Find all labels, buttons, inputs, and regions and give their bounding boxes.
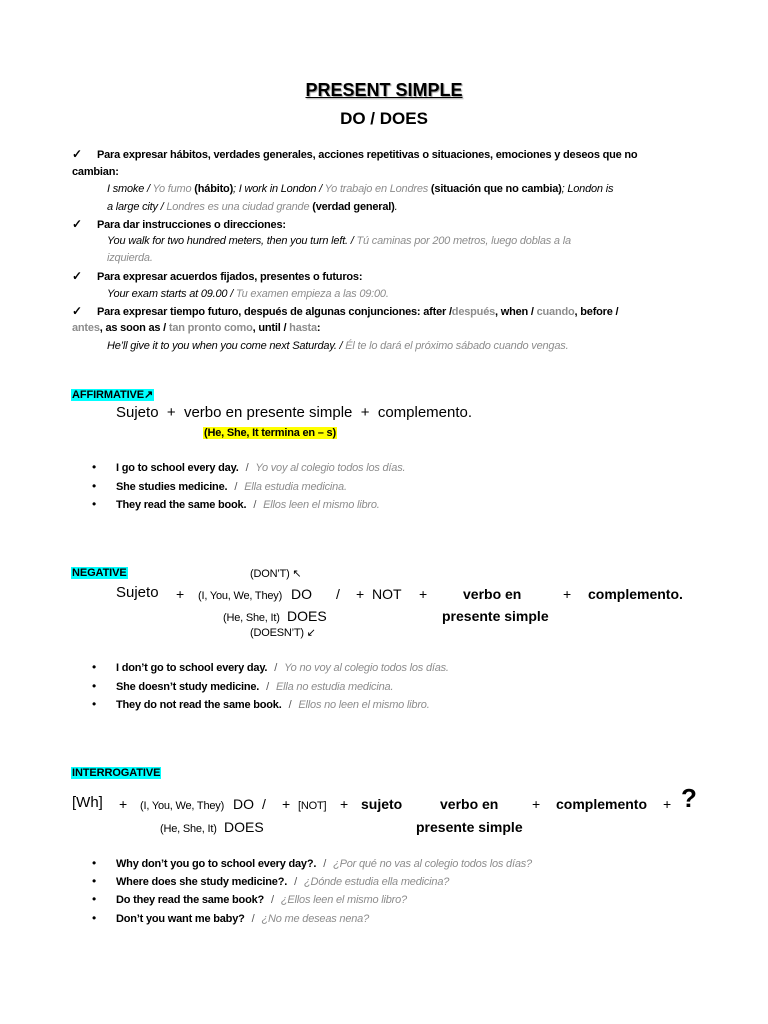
bullet-icon — [92, 496, 116, 513]
example-english: She doesn’t study medicine. — [116, 681, 260, 693]
plus-sign: + — [356, 586, 365, 602]
use-4-heading-text: : — [316, 322, 321, 334]
checkmark-icon — [72, 268, 97, 285]
example-english: They do not read the same book. — [116, 699, 282, 711]
example-spanish: Londres es una ciudad grande — [166, 201, 310, 213]
question-mark: ? — [681, 783, 697, 813]
list-item — [92, 659, 449, 676]
example-english: a large city / — [107, 201, 167, 213]
example-spanish: Ellos leen el mismo libro. — [263, 499, 380, 511]
use-2-heading-line-1: Para dar instrucciones o direcciones: — [97, 219, 286, 231]
checkmark-icon — [72, 216, 97, 233]
conjunction-spanish: después — [451, 306, 496, 318]
plus-sign: + — [282, 796, 291, 812]
list-item — [92, 478, 347, 495]
example-spanish: ¿Ellos leen el mismo libro? — [280, 894, 407, 906]
affirmative-section-label — [71, 387, 154, 403]
separator: / — [251, 913, 255, 925]
pronouns-plural: (I, You, We, They) — [198, 590, 283, 602]
page-title — [0, 79, 768, 101]
example-english: Don’t you want me baby? — [116, 913, 245, 925]
example-spanish: Ella no estudia medicina. — [276, 681, 394, 693]
example-spanish: ¿No me deseas nena? — [261, 913, 369, 925]
negative-subject: Sujeto — [116, 584, 159, 601]
example-spanish: Yo voy al colegio todos los días. — [255, 462, 406, 474]
example-explanation: (hábito) — [191, 183, 234, 195]
separator: / — [245, 462, 249, 474]
slash: / — [262, 796, 266, 812]
arrow-up-right-icon: ↗ — [144, 389, 154, 401]
bullet-icon — [92, 696, 116, 713]
use-3-heading — [72, 268, 362, 285]
example-english: ; London is — [561, 183, 614, 195]
use-2-heading — [72, 216, 286, 233]
example-english: Where does she study medicine?. — [116, 876, 288, 888]
example-spanish: ¿Por qué no vas al colegio todos los días? — [333, 858, 532, 870]
example-english: ; I work in London / — [233, 183, 325, 195]
example-english: She studies medicine. — [116, 481, 228, 493]
verb-label-2: presente simple — [416, 819, 523, 835]
list-item — [92, 891, 407, 908]
example-explanation: (verdad general) — [309, 201, 395, 213]
separator: / — [294, 876, 297, 888]
verb-label: verbo en — [463, 586, 522, 602]
verb-label: verbo en — [440, 796, 499, 812]
list-item — [92, 496, 380, 513]
use-4-heading-text: , until / — [252, 322, 290, 334]
dont-label: (DON’T) — [250, 568, 290, 580]
checkmark-icon — [72, 303, 97, 320]
plus-sign: + — [563, 586, 572, 602]
plus-sign: + — [419, 586, 428, 602]
separator: / — [253, 499, 257, 511]
pronouns-singular: (He, She, It) — [160, 823, 217, 835]
list-item — [92, 678, 393, 695]
use-3-heading-line-1: Para expresar acuerdos fijados, presentes o futuros: — [97, 271, 363, 283]
affirmative-label-text: AFFIRMATIVE — [72, 389, 145, 401]
example-english: You walk for two hundred meters, then you turn left. / — [107, 235, 357, 247]
plus-sign: + — [340, 796, 349, 812]
wh-word: [Wh] — [72, 794, 103, 811]
list-item — [92, 696, 430, 713]
example-spanish: Ella estudia medicina. — [244, 481, 347, 493]
use-2-example-line-1 — [107, 233, 571, 249]
plus-sign: + — [119, 796, 128, 812]
plus-sign: + — [176, 586, 185, 602]
separator: / — [266, 681, 269, 693]
bullet-icon — [92, 891, 116, 908]
use-1-heading-line-2: cambian: — [72, 166, 119, 178]
use-1-example-line-1 — [107, 181, 613, 197]
example-english: They read the same book. — [116, 499, 247, 511]
not-word: NOT — [372, 586, 402, 602]
example-english: Do they read the same book? — [116, 894, 265, 906]
doesnt-label: (DOESN’T) — [250, 627, 304, 639]
interrogative-label: INTERROGATIVE — [72, 767, 161, 779]
example-spanish: Tu examen empieza a las 09:00. — [235, 288, 389, 300]
conjunction-spanish: tan pronto como — [168, 322, 253, 334]
example-spanish: Yo no voy al colegio todos los días. — [284, 662, 449, 674]
plus-sign: + — [663, 796, 672, 812]
auxiliary-does: DOES — [224, 819, 264, 835]
example-english: I go to school every day. — [116, 462, 239, 474]
example-spanish: Yo trabajo en Londres — [324, 183, 429, 195]
use-2-example-line-2: izquierda. — [107, 252, 153, 264]
example-spanish: Ellos no leen el mismo libro. — [298, 699, 430, 711]
arrow-up-left-icon: ↖ — [292, 568, 302, 580]
example-spanish: Él te lo dará el próximo sábado cuando vengas. — [345, 340, 569, 352]
list-item — [92, 855, 532, 872]
example-spanish: ¿Dónde estudia ella medicina? — [303, 876, 450, 888]
not-word: [NOT] — [298, 800, 327, 812]
complement-label: complemento. — [588, 586, 683, 602]
conjunction-spanish: cuando — [536, 306, 575, 318]
page-title-text: PRESENT SIMPLE — [305, 80, 463, 100]
use-4-heading-text: , before / — [574, 306, 619, 318]
interrogative-section-label — [71, 765, 161, 781]
example-spanish: Yo fumo — [152, 183, 192, 195]
conjunction-spanish: hasta — [289, 322, 317, 334]
affirmative-note: (He, She, It termina en – s) — [204, 427, 336, 439]
auxiliary-does: DOES — [287, 608, 327, 624]
list-item — [92, 459, 405, 476]
example-english: Why don’t you go to school every day?. — [116, 858, 317, 870]
use-4-example-line-1 — [107, 338, 568, 354]
arrow-down-left-icon: ↙ — [306, 627, 316, 639]
use-1-example-line-2 — [107, 199, 397, 215]
use-1-heading-line-1: Para expresar hábitos, verdades generales, acciones repetitivas o situaciones, emociones y deseos que no — [97, 149, 638, 161]
slash: / — [336, 586, 340, 602]
negative-label: NEGATIVE — [72, 567, 127, 579]
checkmark-icon — [72, 146, 97, 163]
bullet-icon — [92, 659, 116, 676]
use-4-heading-line-2 — [72, 320, 320, 336]
separator: / — [274, 662, 278, 674]
pronouns-singular: (He, She, It) — [223, 612, 280, 624]
use-4-heading-text: , when / — [495, 306, 537, 318]
auxiliary-do: DO — [233, 796, 254, 812]
dont-contraction — [250, 566, 301, 582]
verb-label-2: presente simple — [442, 608, 549, 624]
use-4-heading-text: , as soon as / — [99, 322, 169, 334]
bullet-icon — [92, 678, 116, 695]
list-item — [92, 910, 369, 927]
auxiliary-do: DO — [291, 586, 312, 602]
subject-label: sujeto — [361, 796, 403, 812]
affirmative-label — [71, 389, 154, 401]
page-subtitle: DO / DOES — [340, 109, 428, 128]
conjunction-spanish: antes — [72, 322, 100, 334]
plus-sign: + — [532, 796, 541, 812]
bullet-icon — [92, 478, 116, 495]
bullet-icon — [92, 910, 116, 927]
separator: / — [323, 858, 327, 870]
affirmative-note-row — [203, 425, 337, 441]
example-english: Your exam starts at 09.00 / — [107, 288, 236, 300]
list-item — [92, 873, 449, 890]
separator: / — [234, 481, 238, 493]
use-1-heading — [72, 146, 637, 163]
example-english: He’ll give it to you when you come next Saturday. / — [107, 340, 346, 352]
negative-section-label — [71, 565, 128, 581]
use-4-heading — [72, 303, 618, 320]
affirmative-formula: Sujeto + verbo en presente simple + complemento. — [116, 404, 473, 421]
example-english: I smoke / — [107, 183, 153, 195]
example-english: I don’t go to school every day. — [116, 662, 268, 674]
use-3-example-line-1 — [107, 286, 389, 302]
separator: / — [271, 894, 274, 906]
bullet-icon — [92, 459, 116, 476]
complement-label: complemento — [556, 796, 648, 812]
doesnt-contraction — [250, 625, 316, 641]
bullet-icon — [92, 873, 116, 890]
example-explanation: (situación que no cambia) — [428, 183, 562, 195]
separator: / — [288, 699, 292, 711]
use-4-heading-text: Para expresar tiempo futuro, después de algunas conjunciones: after / — [97, 306, 452, 318]
example-spanish: Tú caminas por 200 metros, luego doblas a la — [356, 235, 571, 247]
example-english: . — [394, 201, 398, 213]
bullet-icon — [92, 855, 116, 872]
pronouns-plural: (I, You, We, They) — [140, 800, 225, 812]
